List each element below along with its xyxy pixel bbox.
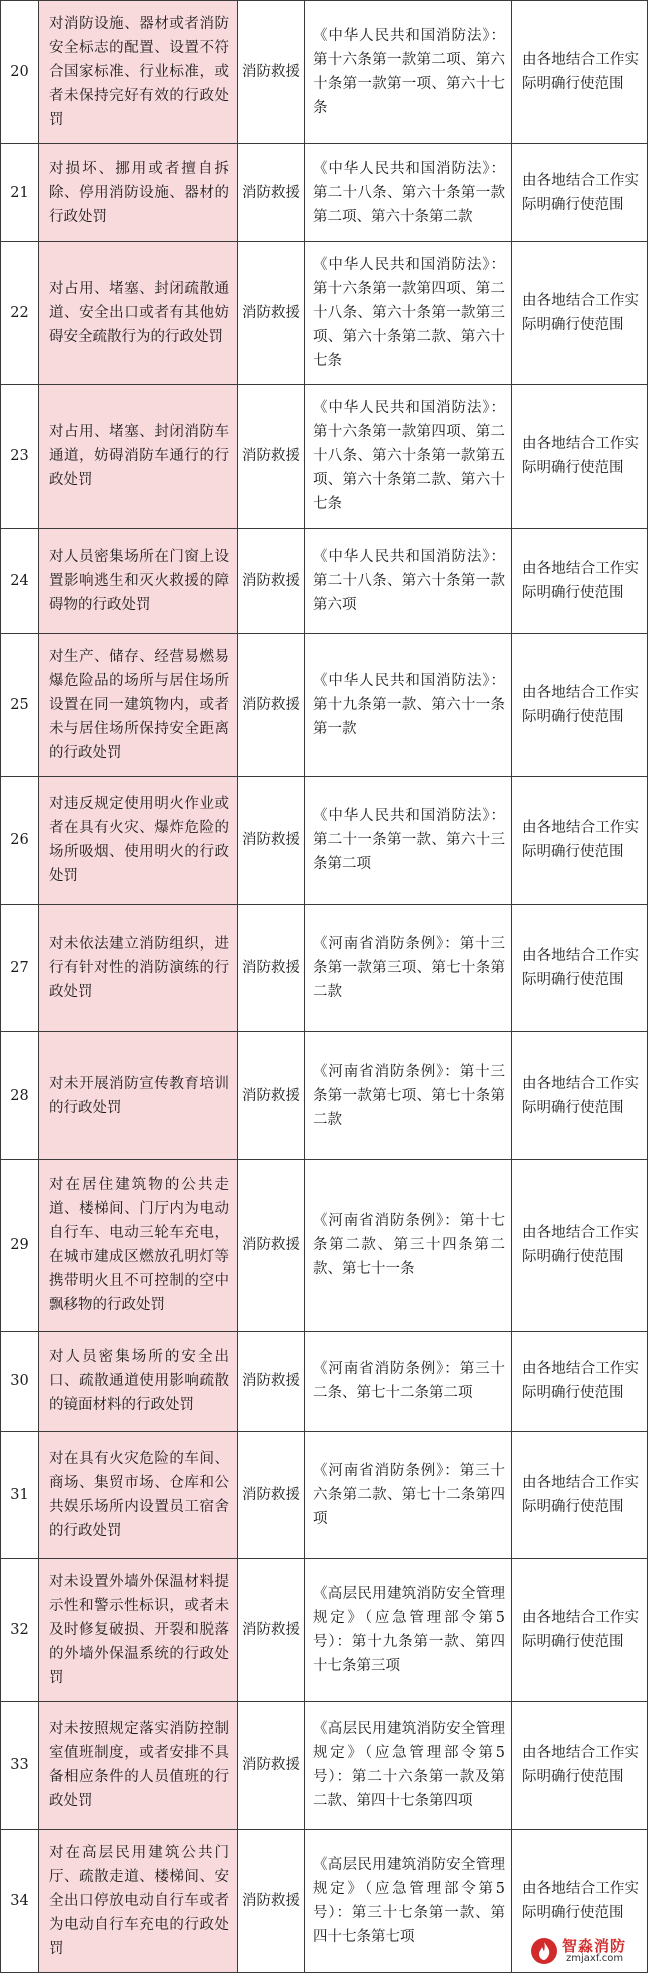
department-cell — [238, 144, 305, 242]
table-row — [1, 633, 648, 776]
department-cell — [238, 1032, 305, 1160]
table-row — [1, 1432, 648, 1559]
department-cell — [238, 385, 305, 528]
row-number-cell — [1, 528, 39, 633]
legal-basis: 《中华人民共和国消防法》：第十六条第一款第二项、第六十条第一款第一项、第六十七条 — [313, 28, 505, 117]
department: 消防救援 — [242, 448, 300, 465]
legal-basis: 《河南省消防条例》：第三十二条、第七十二条第二项 — [313, 1361, 505, 1402]
scope-note: 由各地结合工作实际明确行使范围 — [522, 52, 639, 93]
legal-basis-cell — [305, 904, 512, 1032]
legal-basis: 《河南省消防条例》：第三十六条第二款、第七十二条第四项 — [313, 1463, 505, 1528]
department: 消防救援 — [242, 572, 300, 589]
table-row — [1, 1, 648, 144]
penalty-item-cell — [39, 633, 238, 776]
penalty-item: 对占用、堵塞、封闭消防车通道，妨碍消防车通行的行政处罚 — [49, 424, 229, 489]
legal-basis-cell — [305, 1331, 512, 1432]
row-number: 31 — [10, 1487, 29, 1504]
scope-note: 由各地结合工作实际明确行使范围 — [522, 1880, 639, 1921]
department-cell — [238, 242, 305, 385]
department-cell — [238, 1558, 305, 1701]
row-number: 22 — [10, 305, 29, 322]
penalty-item: 对未开展消防宣传教育培训的行政处罚 — [49, 1075, 229, 1116]
legal-basis-cell — [305, 1432, 512, 1559]
department-cell — [238, 1331, 305, 1432]
row-number: 32 — [10, 1621, 29, 1638]
row-number-cell — [1, 904, 39, 1032]
department: 消防救援 — [242, 305, 300, 322]
scope-note-cell — [512, 1701, 648, 1829]
penalty-item-cell — [39, 1, 238, 144]
table-row — [1, 1032, 648, 1160]
scope-note: 由各地结合工作实际明确行使范围 — [522, 293, 639, 334]
row-number: 30 — [10, 1373, 29, 1390]
legal-basis-cell — [305, 633, 512, 776]
legal-basis: 《中华人民共和国消防法》：第二十一条第一款、第六十三条第二项 — [313, 808, 505, 873]
department: 消防救援 — [242, 1621, 300, 1638]
penalty-item-cell — [39, 1331, 238, 1432]
row-number: 29 — [10, 1237, 29, 1254]
legal-basis-cell — [305, 1701, 512, 1829]
penalty-item: 对人员密集场所在门窗上设置影响逃生和灭火救援的障碍物的行政处罚 — [49, 548, 229, 613]
penalty-item-cell — [39, 1432, 238, 1559]
scope-note-cell — [512, 1432, 648, 1559]
penalty-item: 对消防设施、器材或者消防安全标志的配置、设置不符合国家标准、行业标准，或者未保持完好有效的行政处罚 — [49, 16, 229, 129]
scope-note-cell — [512, 242, 648, 385]
department: 消防救援 — [242, 832, 300, 849]
scope-note-cell — [512, 633, 648, 776]
scope-note: 由各地结合工作实际明确行使范围 — [522, 436, 639, 477]
scope-note-cell — [512, 1558, 648, 1701]
legal-basis: 《河南省消防条例》：第十七条第二款、第三十四条第二款、第七十一条 — [313, 1213, 505, 1278]
penalty-item-cell — [39, 776, 238, 904]
row-number-cell — [1, 1331, 39, 1432]
scope-note-cell — [512, 1032, 648, 1160]
penalty-item-cell — [39, 385, 238, 528]
department-cell — [238, 1701, 305, 1829]
row-number-cell — [1, 1829, 39, 1972]
department-cell — [238, 1, 305, 144]
penalty-item-cell — [39, 1160, 238, 1332]
department: 消防救援 — [242, 1487, 300, 1504]
scope-note-cell — [512, 385, 648, 528]
scope-note: 由各地结合工作实际明确行使范围 — [522, 1361, 639, 1402]
legal-basis-cell — [305, 1032, 512, 1160]
legal-basis: 《中华人民共和国消防法》：第二十八条、第六十条第一款第二项、第六十条第二款 — [313, 160, 505, 225]
penalty-item-cell — [39, 1558, 238, 1701]
legal-basis-cell — [305, 1160, 512, 1332]
penalty-item-cell — [39, 904, 238, 1032]
row-number: 21 — [10, 184, 29, 201]
department: 消防救援 — [242, 184, 300, 201]
row-number-cell — [1, 1432, 39, 1559]
row-number-cell — [1, 1032, 39, 1160]
penalty-item: 对违反规定使用明火作业或者在具有火灾、爆炸危险的场所吸烟、使用明火的行政处罚 — [49, 796, 229, 885]
row-number: 27 — [10, 960, 29, 977]
department: 消防救援 — [242, 1757, 300, 1774]
penalty-item: 对在具有火灾危险的车间、商场、集贸市场、仓库和公共娱乐场所内设置员工宿舍的行政处罚 — [49, 1451, 229, 1540]
legal-basis-cell — [305, 1829, 512, 1972]
scope-note: 由各地结合工作实际明确行使范围 — [522, 1225, 639, 1266]
department-cell — [238, 633, 305, 776]
table-row — [1, 1701, 648, 1829]
penalty-item: 对生产、储存、经营易燃易爆危险品的场所与居住场所设置在同一建筑物内，或者未与居住场所保持安全距离的行政处罚 — [49, 648, 229, 761]
legal-basis: 《高层民用建筑消防安全管理规定》（应急管理部令第5号）：第十九条第一款、第四十七条第三项 — [313, 1585, 505, 1674]
scope-note-cell — [512, 904, 648, 1032]
scope-note-cell — [512, 1, 648, 144]
penalty-item-cell — [39, 242, 238, 385]
row-number: 26 — [10, 832, 29, 849]
penalty-item-cell — [39, 1701, 238, 1829]
department: 消防救援 — [242, 1237, 300, 1254]
scope-note: 由各地结合工作实际明确行使范围 — [522, 1075, 639, 1116]
legal-basis: 《河南省消防条例》：第十三条第一款第七项、第七十条第二款 — [313, 1063, 505, 1128]
scope-note: 由各地结合工作实际明确行使范围 — [522, 684, 639, 725]
department: 消防救援 — [242, 64, 300, 81]
penalty-item-cell — [39, 144, 238, 242]
row-number-cell — [1, 776, 39, 904]
table-row — [1, 1160, 648, 1332]
row-number-cell — [1, 1160, 39, 1332]
department: 消防救援 — [242, 1373, 300, 1390]
penalty-item: 对未按照规定落实消防控制室值班制度，或者安排不具备相应条件的人员值班的行政处罚 — [49, 1721, 229, 1810]
row-number-cell — [1, 1, 39, 144]
row-number: 20 — [10, 64, 29, 81]
table-row — [1, 904, 648, 1032]
penalty-item: 对未设置外墙外保温材料提示性和警示性标识，或者未及时修复破损、开裂和脱落的外墙外保温系统的行政处罚 — [49, 1573, 229, 1686]
department-cell — [238, 528, 305, 633]
row-number-cell — [1, 633, 39, 776]
row-number: 23 — [10, 448, 29, 465]
department-cell — [238, 904, 305, 1032]
row-number-cell — [1, 385, 39, 528]
legal-basis: 《河南省消防条例》：第十三条第一款第三项、第七十条第二款 — [313, 936, 505, 1001]
table-row — [1, 144, 648, 242]
row-number: 24 — [10, 572, 29, 589]
row-number: 28 — [10, 1087, 29, 1104]
legal-basis-cell — [305, 528, 512, 633]
penalty-item: 对在高层民用建筑公共门厅、疏散走道、楼梯间、安全出口停放电动自行车或者为电动自行车充电的行政处罚 — [49, 1844, 229, 1957]
penalty-item-cell — [39, 1829, 238, 1972]
penalty-item: 对损坏、挪用或者擅自拆除、停用消防设施、器材的行政处罚 — [49, 160, 229, 225]
scope-note: 由各地结合工作实际明确行使范围 — [522, 560, 639, 601]
penalty-item-cell — [39, 1032, 238, 1160]
legal-basis-cell — [305, 1, 512, 144]
table-row — [1, 1558, 648, 1701]
department-cell — [238, 1829, 305, 1972]
scope-note: 由各地结合工作实际明确行使范围 — [522, 1475, 639, 1516]
scope-note-cell — [512, 1160, 648, 1332]
legal-basis: 《高层民用建筑消防安全管理规定》（应急管理部令第5号）：第二十六条第一款及第二款、第四十七条第四项 — [313, 1721, 505, 1810]
department-cell — [238, 1160, 305, 1332]
scope-note: 由各地结合工作实际明确行使范围 — [522, 1609, 639, 1650]
scope-note-cell — [512, 144, 648, 242]
legal-basis-cell — [305, 144, 512, 242]
scope-note: 由各地结合工作实际明确行使范围 — [522, 1745, 639, 1786]
row-number-cell — [1, 242, 39, 385]
legal-basis-cell — [305, 385, 512, 528]
watermark-name: 智淼消防 — [562, 1937, 627, 1955]
row-number: 34 — [10, 1892, 29, 1909]
scope-note-cell — [512, 1331, 648, 1432]
penalty-item: 对人员密集场所的安全出口、疏散通道使用影响疏散的镜面材料的行政处罚 — [49, 1349, 229, 1414]
row-number-cell — [1, 1701, 39, 1829]
penalty-item: 对未依法建立消防组织，进行有针对性的消防演练的行政处罚 — [49, 936, 229, 1001]
scope-note-cell — [512, 528, 648, 633]
row-number-cell — [1, 144, 39, 242]
legal-basis: 《高层民用建筑消防安全管理规定》（应急管理部令第5号）：第三十七条第一款、第四十七条第七项 — [313, 1856, 505, 1945]
watermark — [526, 1933, 644, 1969]
legal-basis: 《中华人民共和国消防法》：第十六条第一款第四项、第二十八条、第六十条第一款第三项、第六十条第二款、第六十七条 — [313, 257, 505, 370]
flame-logo-icon — [530, 1937, 558, 1965]
watermark-url: zmjaxf.com — [566, 1953, 624, 1964]
scope-note-cell — [512, 776, 648, 904]
penalty-item-cell — [39, 528, 238, 633]
department: 消防救援 — [242, 696, 300, 713]
table-row — [1, 385, 648, 528]
legal-basis: 《中华人民共和国消防法》：第十九条第一款、第六十一条第一款 — [313, 672, 505, 737]
department-cell — [238, 776, 305, 904]
scope-note: 由各地结合工作实际明确行使范围 — [522, 172, 639, 213]
legal-basis-cell — [305, 776, 512, 904]
table-row — [1, 528, 648, 633]
scope-note: 由各地结合工作实际明确行使范围 — [522, 948, 639, 989]
table-row — [1, 776, 648, 904]
table-row — [1, 1331, 648, 1432]
row-number-cell — [1, 1558, 39, 1701]
legal-basis: 《中华人民共和国消防法》：第二十八条、第六十条第一款第六项 — [313, 548, 505, 613]
penalty-item: 对占用、堵塞、封闭疏散通道、安全出口或者有其他妨碍安全疏散行为的行政处罚 — [49, 281, 229, 346]
table-row — [1, 242, 648, 385]
legal-basis-cell — [305, 1558, 512, 1701]
row-number: 33 — [10, 1757, 29, 1774]
department: 消防救援 — [242, 1892, 300, 1909]
scope-note: 由各地结合工作实际明确行使范围 — [522, 820, 639, 861]
penalty-item: 对在居住建筑物的公共走道、楼梯间、门厅内为电动自行车、电动三轮车充电，在城市建成区燃放孔明灯等携带明火且不可控制的空中飘移物的行政处罚 — [49, 1177, 229, 1314]
department: 消防救援 — [242, 1087, 300, 1104]
row-number: 25 — [10, 696, 29, 713]
legal-basis-cell — [305, 242, 512, 385]
department-cell — [238, 1432, 305, 1559]
department: 消防救援 — [242, 960, 300, 977]
legal-basis: 《中华人民共和国消防法》：第十六条第一款第四项、第二十八条、第六十条第一款第五项、第六十条第二款、第六十七条 — [313, 400, 505, 513]
